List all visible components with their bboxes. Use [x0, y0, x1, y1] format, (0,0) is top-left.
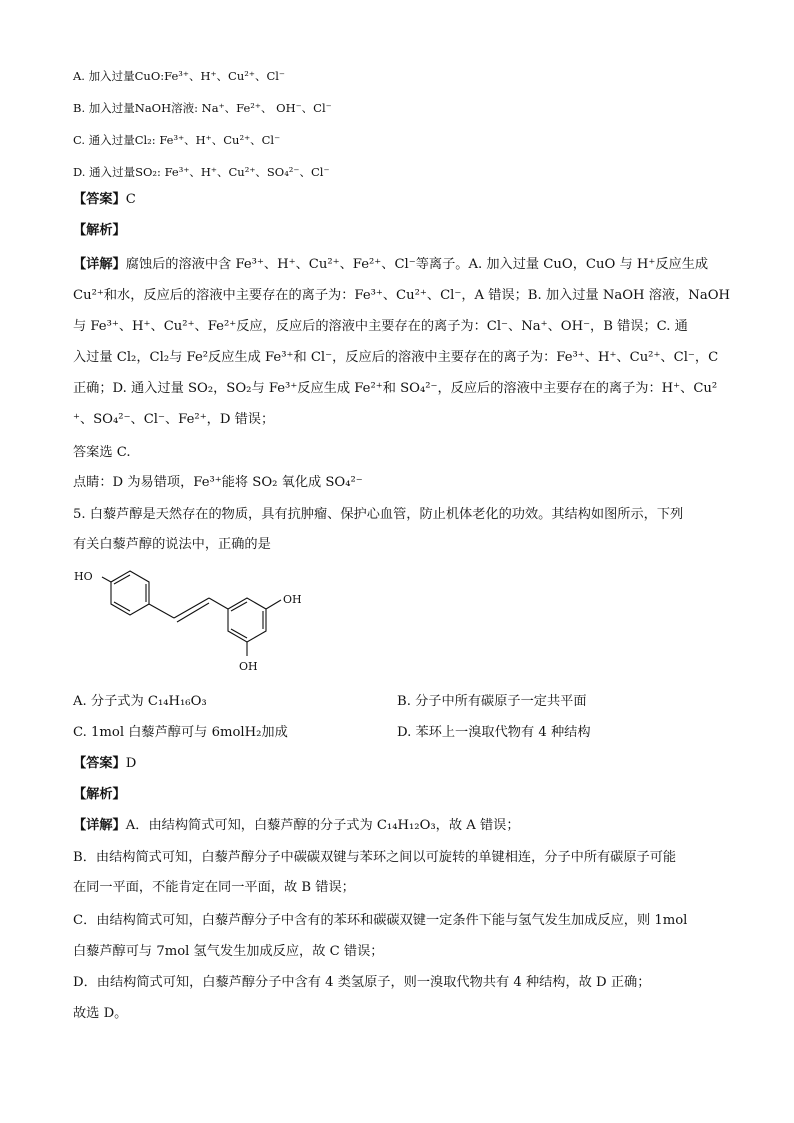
- single-bond: [149, 604, 174, 618]
- q4-option-d: D. 通入过量SO₂: Fe³⁺、H⁺、Cu²⁺、SO₄²⁻、Cl⁻: [73, 165, 330, 179]
- q4-detail-line: [73, 256, 708, 274]
- q5-stem: 5. 白藜芦醇是天然存在的物质，具有抗肿瘤、保护心血管，防止机体老化的功效。其结构如图所示，下列: [73, 507, 684, 522]
- q4-choose: 答案选 C.: [73, 445, 131, 460]
- left-benzene-ring: [111, 571, 149, 615]
- q5-detail-line: C．由结构简式可知，白藜芦醇分子中含有的苯环和碳碳双键一定条件下能与氢气发生加成反应，则 1mol: [73, 913, 688, 928]
- answer-label: 【答案】: [73, 756, 126, 771]
- q4-detail-line: 与 Fe³⁺、H⁺、Cu²⁺、Fe²⁺反应，反应后的溶液中主要存在的离子为：Cl⁻、Na⁺、OH⁻，B 错误；C. 通: [73, 319, 688, 334]
- detail-label: 【详解】: [73, 257, 126, 272]
- q5-detail-line: 白藜芦醇可与 7mol 氢气发生加成反应，故 C 错误；: [73, 944, 384, 959]
- q4-answer: [73, 191, 136, 209]
- right-benzene-ring: [228, 598, 266, 642]
- detail-text: A．由结构简式可知，白藜芦醇的分子式为 C₁₄H₁₂O₃，故 A 错误；: [125, 818, 520, 833]
- oh-label-left: HO: [74, 570, 93, 583]
- answer-label: 【答案】: [73, 192, 126, 207]
- q5-option-b: B. 分子中所有碳原子一定共平面: [397, 694, 587, 709]
- q4-detail-line: 正确；D. 通入过量 SO₂，SO₂与 Fe³⁺反应生成 Fe²⁺和 SO₄²⁻，反应后的溶液中主要存在的离子为：H⁺、Cu²: [73, 381, 718, 396]
- oh-label-right: OH: [283, 593, 302, 606]
- q4-detail-line: 入过量 Cl₂，Cl₂与 Fe²反应生成 Fe³⁺和 Cl⁻，反应后的溶液中主要存在的离子为：Fe³⁺、H⁺、Cu²⁺、Cl⁻，C: [73, 350, 719, 365]
- q5-detail-line: 故选 D。: [73, 1006, 128, 1021]
- answer-value: D: [125, 756, 137, 771]
- q5-option-a: A. 分子式为 C₁₄H₁₆O₃: [73, 694, 207, 709]
- q5-option-c: C. 1mol 白藜芦醇可与 6molH₂加成: [73, 725, 288, 740]
- q5-detail-line: [73, 817, 520, 835]
- q4-tip: 点睛：D 为易错项，Fe³⁺能将 SO₂ 氧化成 SO₄²⁻: [73, 475, 363, 490]
- detail-text: 腐蚀后的溶液中含 Fe³⁺、H⁺、Cu²⁺、Fe²⁺、Cl⁻等离子。A. 加入过量 CuO，CuO 与 H⁺反应生成: [125, 257, 709, 272]
- double-bond: [174, 598, 209, 618]
- q5-stem: 有关白藜芦醇的说法中，正确的是: [73, 537, 271, 552]
- q5-option-d: D. 苯环上一溴取代物有 4 种结构: [397, 725, 591, 740]
- resveratrol-structure: [72, 560, 312, 675]
- q4-detail-line: Cu²⁺和水，反应后的溶液中主要存在的离子为：Fe³⁺、Cu²⁺、Cl⁻，A 错误；B. 加入过量 NaOH 溶液，NaOH: [73, 288, 731, 303]
- q5-detail-line: B．由结构简式可知，白藜芦醇分子中碳碳双键与苯环之间以可旋转的单键相连，分子中所有碳原子可能: [73, 850, 677, 865]
- q5-detail-line: 在同一平面，不能肯定在同一平面，故 B 错误；: [73, 880, 355, 895]
- answer-value: C: [125, 192, 136, 207]
- q5-answer: [73, 755, 136, 773]
- q5-analysis-label: 【解析】: [73, 787, 126, 802]
- q4-option-b: B. 加入过量NaOH溶液: Na⁺、Fe²⁺、 OH⁻、Cl⁻: [73, 101, 332, 115]
- q4-option-a: A. 加入过量CuO:Fe³⁺、H⁺、Cu²⁺、Cl⁻: [73, 69, 285, 83]
- q5-detail-line: D．由结构简式可知，白藜芦醇分子中含有 4 类氢原子，则一溴取代物共有 4 种结构，故 D 正确；: [73, 975, 651, 990]
- q4-detail-line: ⁺、SO₄²⁻、Cl⁻、Fe²⁺，D 错误；: [73, 412, 275, 427]
- q4-analysis-label: 【解析】: [73, 223, 126, 238]
- detail-label: 【详解】: [73, 818, 126, 833]
- q4-option-c: C. 通入过量Cl₂: Fe³⁺、H⁺、Cu²⁺、Cl⁻: [73, 133, 281, 147]
- oh-label-bottom: OH: [239, 660, 258, 673]
